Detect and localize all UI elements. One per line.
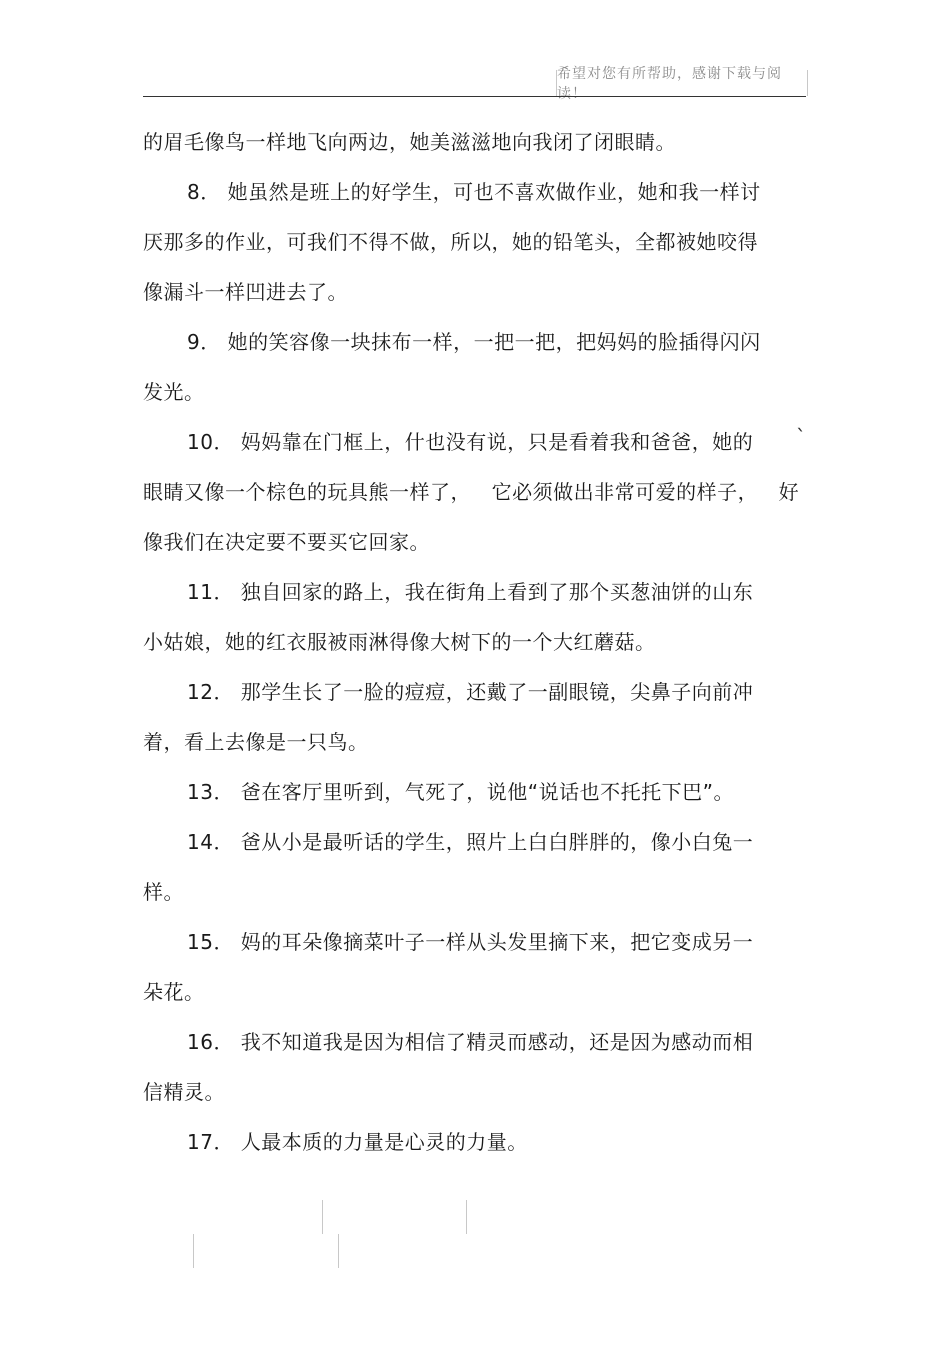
text-line: 发光。 <box>143 380 205 404</box>
text-line: 8． 她虽然是班上的好学生，可也不喜欢做作业，她和我一样讨 <box>187 180 761 204</box>
stray-backtick-mark: ` <box>796 425 806 449</box>
text-line: 12． 那学生长了一脸的痘痘，还戴了一副眼镜，尖鼻子向前冲 <box>187 680 754 704</box>
text-line: 像漏斗一样凹进去了。 <box>143 280 348 304</box>
text-line: 9． 她的笑容像一块抹布一样，一把一把，把妈妈的脸插得闪闪 <box>187 330 761 354</box>
text-line: 10． 妈妈靠在门框上，什也没有说，只是看着我和爸爸，她的 <box>187 430 754 454</box>
text-line: 14． 爸从小是最听话的学生，照片上白白胖胖的，像小白兔一 <box>187 830 754 854</box>
text-line: 信精灵。 <box>143 1080 225 1104</box>
scan-artifact-line <box>193 1234 194 1268</box>
scan-artifact-line <box>322 1200 323 1234</box>
text-line: 11． 独自回家的路上，我在街角上看到了那个买葱油饼的山东 <box>187 580 754 604</box>
text-line: 15． 妈的耳朵像摘菜叶子一样从头发里摘下来，把它变成另一 <box>187 930 754 954</box>
text-line: 13． 爸在客厅里听到，气死了，说他“说话也不托托下巴”。 <box>187 780 735 804</box>
header-rule <box>143 96 806 97</box>
text-line: 16． 我不知道我是因为相信了精灵而感动，还是因为感动而相 <box>187 1030 754 1054</box>
text-line: 着，看上去像是一只鸟。 <box>143 730 369 754</box>
text-line: 小姑娘，她的红衣服被雨淋得像大树下的一个大红蘑菇。 <box>143 630 656 654</box>
text-line: 17． 人最本质的力量是心灵的力量。 <box>187 1130 528 1154</box>
scan-artifact-line <box>338 1234 339 1268</box>
text-line: 像我们在决定要不要买它回家。 <box>143 530 430 554</box>
scan-artifact-line <box>466 1200 467 1234</box>
text-line: 眼睛又像一个棕色的玩具熊一样了， 它必须做出非常可爱的样子， 好 <box>143 480 800 504</box>
text-line: 厌那多的作业，可我们不得不做，所以，她的铅笔头，全都被她咬得 <box>143 230 758 254</box>
header-note: 希望对您有所帮助，感谢下载与阅读！ <box>556 70 808 96</box>
text-line: 样。 <box>143 880 184 904</box>
text-line: 的眉毛像鸟一样地飞向两边，她美滋滋地向我闭了闭眼睛。 <box>143 130 676 154</box>
text-line: 朵花。 <box>143 980 205 1004</box>
